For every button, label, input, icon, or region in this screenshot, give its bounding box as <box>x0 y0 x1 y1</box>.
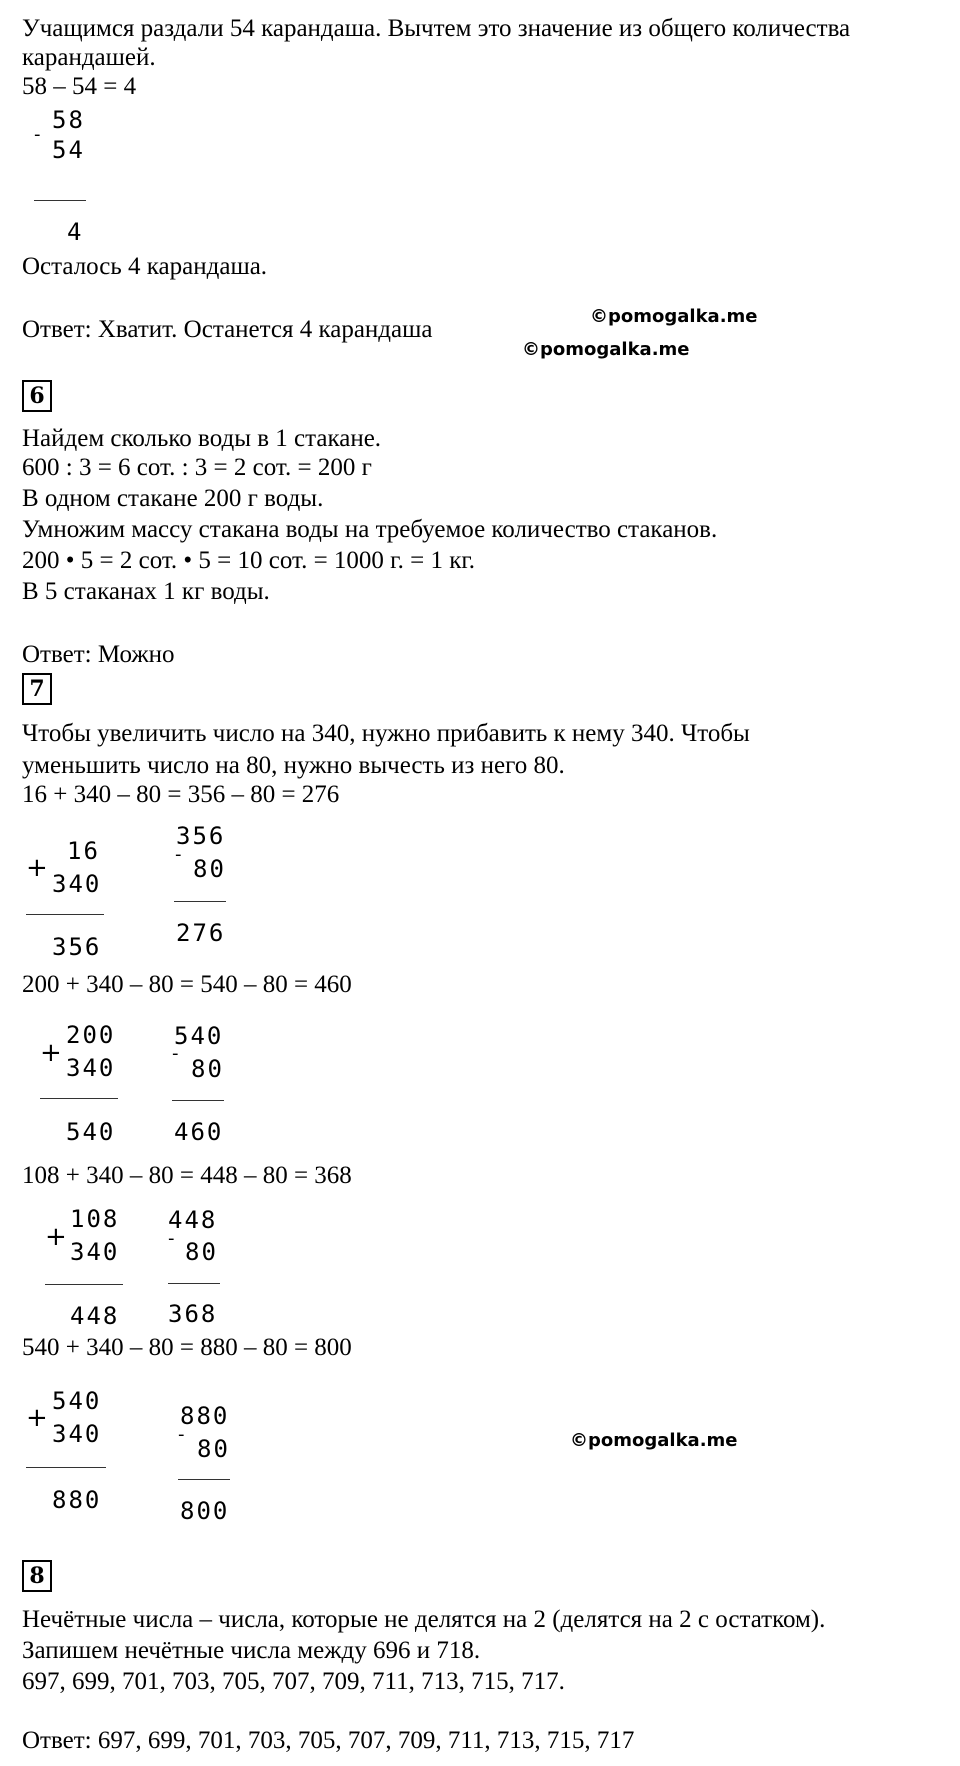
subtrahend: 80 <box>191 1055 224 1083</box>
sum: 540 <box>66 1118 116 1146</box>
minuend: 540 <box>174 1022 224 1050</box>
calc-rule <box>45 1284 123 1285</box>
task-6-line: 200 • 5 = 2 сот. • 5 = 10 сот. = 1000 г. = 1 кг. <box>22 547 476 574</box>
task-6-line: В одном стакане 200 г воды. <box>22 485 324 512</box>
task-7-line: уменьшить число на 80, нужно вычесть из него 80. <box>22 752 565 779</box>
intro-equation: 58 – 54 = 4 <box>22 73 137 100</box>
task-8-line: 697, 699, 701, 703, 705, 707, 709, 711, 713, 715, 717. <box>22 1668 565 1695</box>
intro-line: карандашей. <box>22 44 156 71</box>
addend: 340 <box>52 1420 102 1448</box>
difference: 368 <box>168 1300 218 1328</box>
calc-rule <box>168 1283 220 1284</box>
addend: 200 <box>66 1021 116 1049</box>
subtrahend: 80 <box>185 1238 218 1266</box>
difference: 276 <box>176 919 226 947</box>
plus-sign: + <box>45 1222 67 1252</box>
task-8-line: Запишем нечётные числа между 696 и 718. <box>22 1637 481 1664</box>
plus-sign: + <box>40 1038 62 1068</box>
task-6-line: Найдем сколько воды в 1 стакане. <box>22 425 382 452</box>
task-7-number: 7 <box>22 673 52 705</box>
calc-rule <box>172 1100 224 1101</box>
difference: 4 <box>67 218 84 246</box>
minus-sign: - <box>172 1043 179 1064</box>
minuend: 58 <box>52 106 85 134</box>
watermark: ©pomogalka.me <box>570 1430 738 1451</box>
subtrahend: 54 <box>52 136 85 164</box>
addend: 340 <box>66 1054 116 1082</box>
minuend: 356 <box>176 822 226 850</box>
minuend: 880 <box>180 1402 230 1430</box>
intro-answer: Ответ: Хватит. Останется 4 карандаша <box>22 316 433 343</box>
sum: 880 <box>52 1486 102 1514</box>
calc-rule <box>26 1467 106 1468</box>
calc-rule <box>26 914 104 915</box>
task-6-line: В 5 стаканах 1 кг воды. <box>22 578 270 605</box>
plus-sign: + <box>26 1403 48 1433</box>
task-8-answer: Ответ: 697, 699, 701, 703, 705, 707, 709, 711, 713, 715, 717 <box>22 1727 635 1754</box>
sum: 356 <box>52 933 102 961</box>
watermark: ©pomogalka.me <box>522 339 690 360</box>
addend: 540 <box>52 1387 102 1415</box>
intro-conclusion: Осталось 4 карандаша. <box>22 253 268 280</box>
minus-sign: - <box>168 1228 175 1249</box>
task-8-number: 8 <box>22 1560 52 1592</box>
plus-sign: + <box>26 853 48 883</box>
minus-sign: - <box>178 1424 185 1445</box>
subtrahend: 80 <box>193 855 226 883</box>
calc-rule <box>178 1479 230 1480</box>
task-6-answer: Ответ: Можно <box>22 641 175 668</box>
minuend: 448 <box>168 1206 218 1234</box>
calc-rule <box>174 901 226 902</box>
task-7-equation: 16 + 340 – 80 = 356 – 80 = 276 <box>22 781 340 808</box>
difference: 460 <box>174 1118 224 1146</box>
task-6-line: Умножим массу стакана воды на требуемое количество стаканов. <box>22 516 718 543</box>
subtrahend: 80 <box>197 1435 230 1463</box>
task-7-equation: 200 + 340 – 80 = 540 – 80 = 460 <box>22 971 352 998</box>
minus-sign: - <box>175 844 182 865</box>
task-6-number: 6 <box>22 380 52 412</box>
addend: 340 <box>52 870 102 898</box>
task-7-equation: 108 + 340 – 80 = 448 – 80 = 368 <box>22 1162 352 1189</box>
addend: 340 <box>70 1238 120 1266</box>
addend: 16 <box>67 837 100 865</box>
intro-line: Учащимся раздали 54 карандаша. Вычтем это значение из общего количества <box>22 15 851 42</box>
watermark: ©pomogalka.me <box>590 306 758 327</box>
minus-sign: - <box>34 124 41 145</box>
task-7-equation: 540 + 340 – 80 = 880 – 80 = 800 <box>22 1334 352 1361</box>
calc-rule <box>40 1098 118 1099</box>
calc-rule <box>34 200 86 201</box>
task-6-line: 600 : 3 = 6 сот. : 3 = 2 сот. = 200 г <box>22 454 372 481</box>
difference: 800 <box>180 1497 230 1525</box>
task-8-line: Нечётные числа – числа, которые не делятся на 2 (делятся на 2 с остатком). <box>22 1606 826 1633</box>
sum: 448 <box>70 1302 120 1330</box>
addend: 108 <box>70 1205 120 1233</box>
task-7-line: Чтобы увеличить число на 340, нужно прибавить к нему 340. Чтобы <box>22 720 750 747</box>
